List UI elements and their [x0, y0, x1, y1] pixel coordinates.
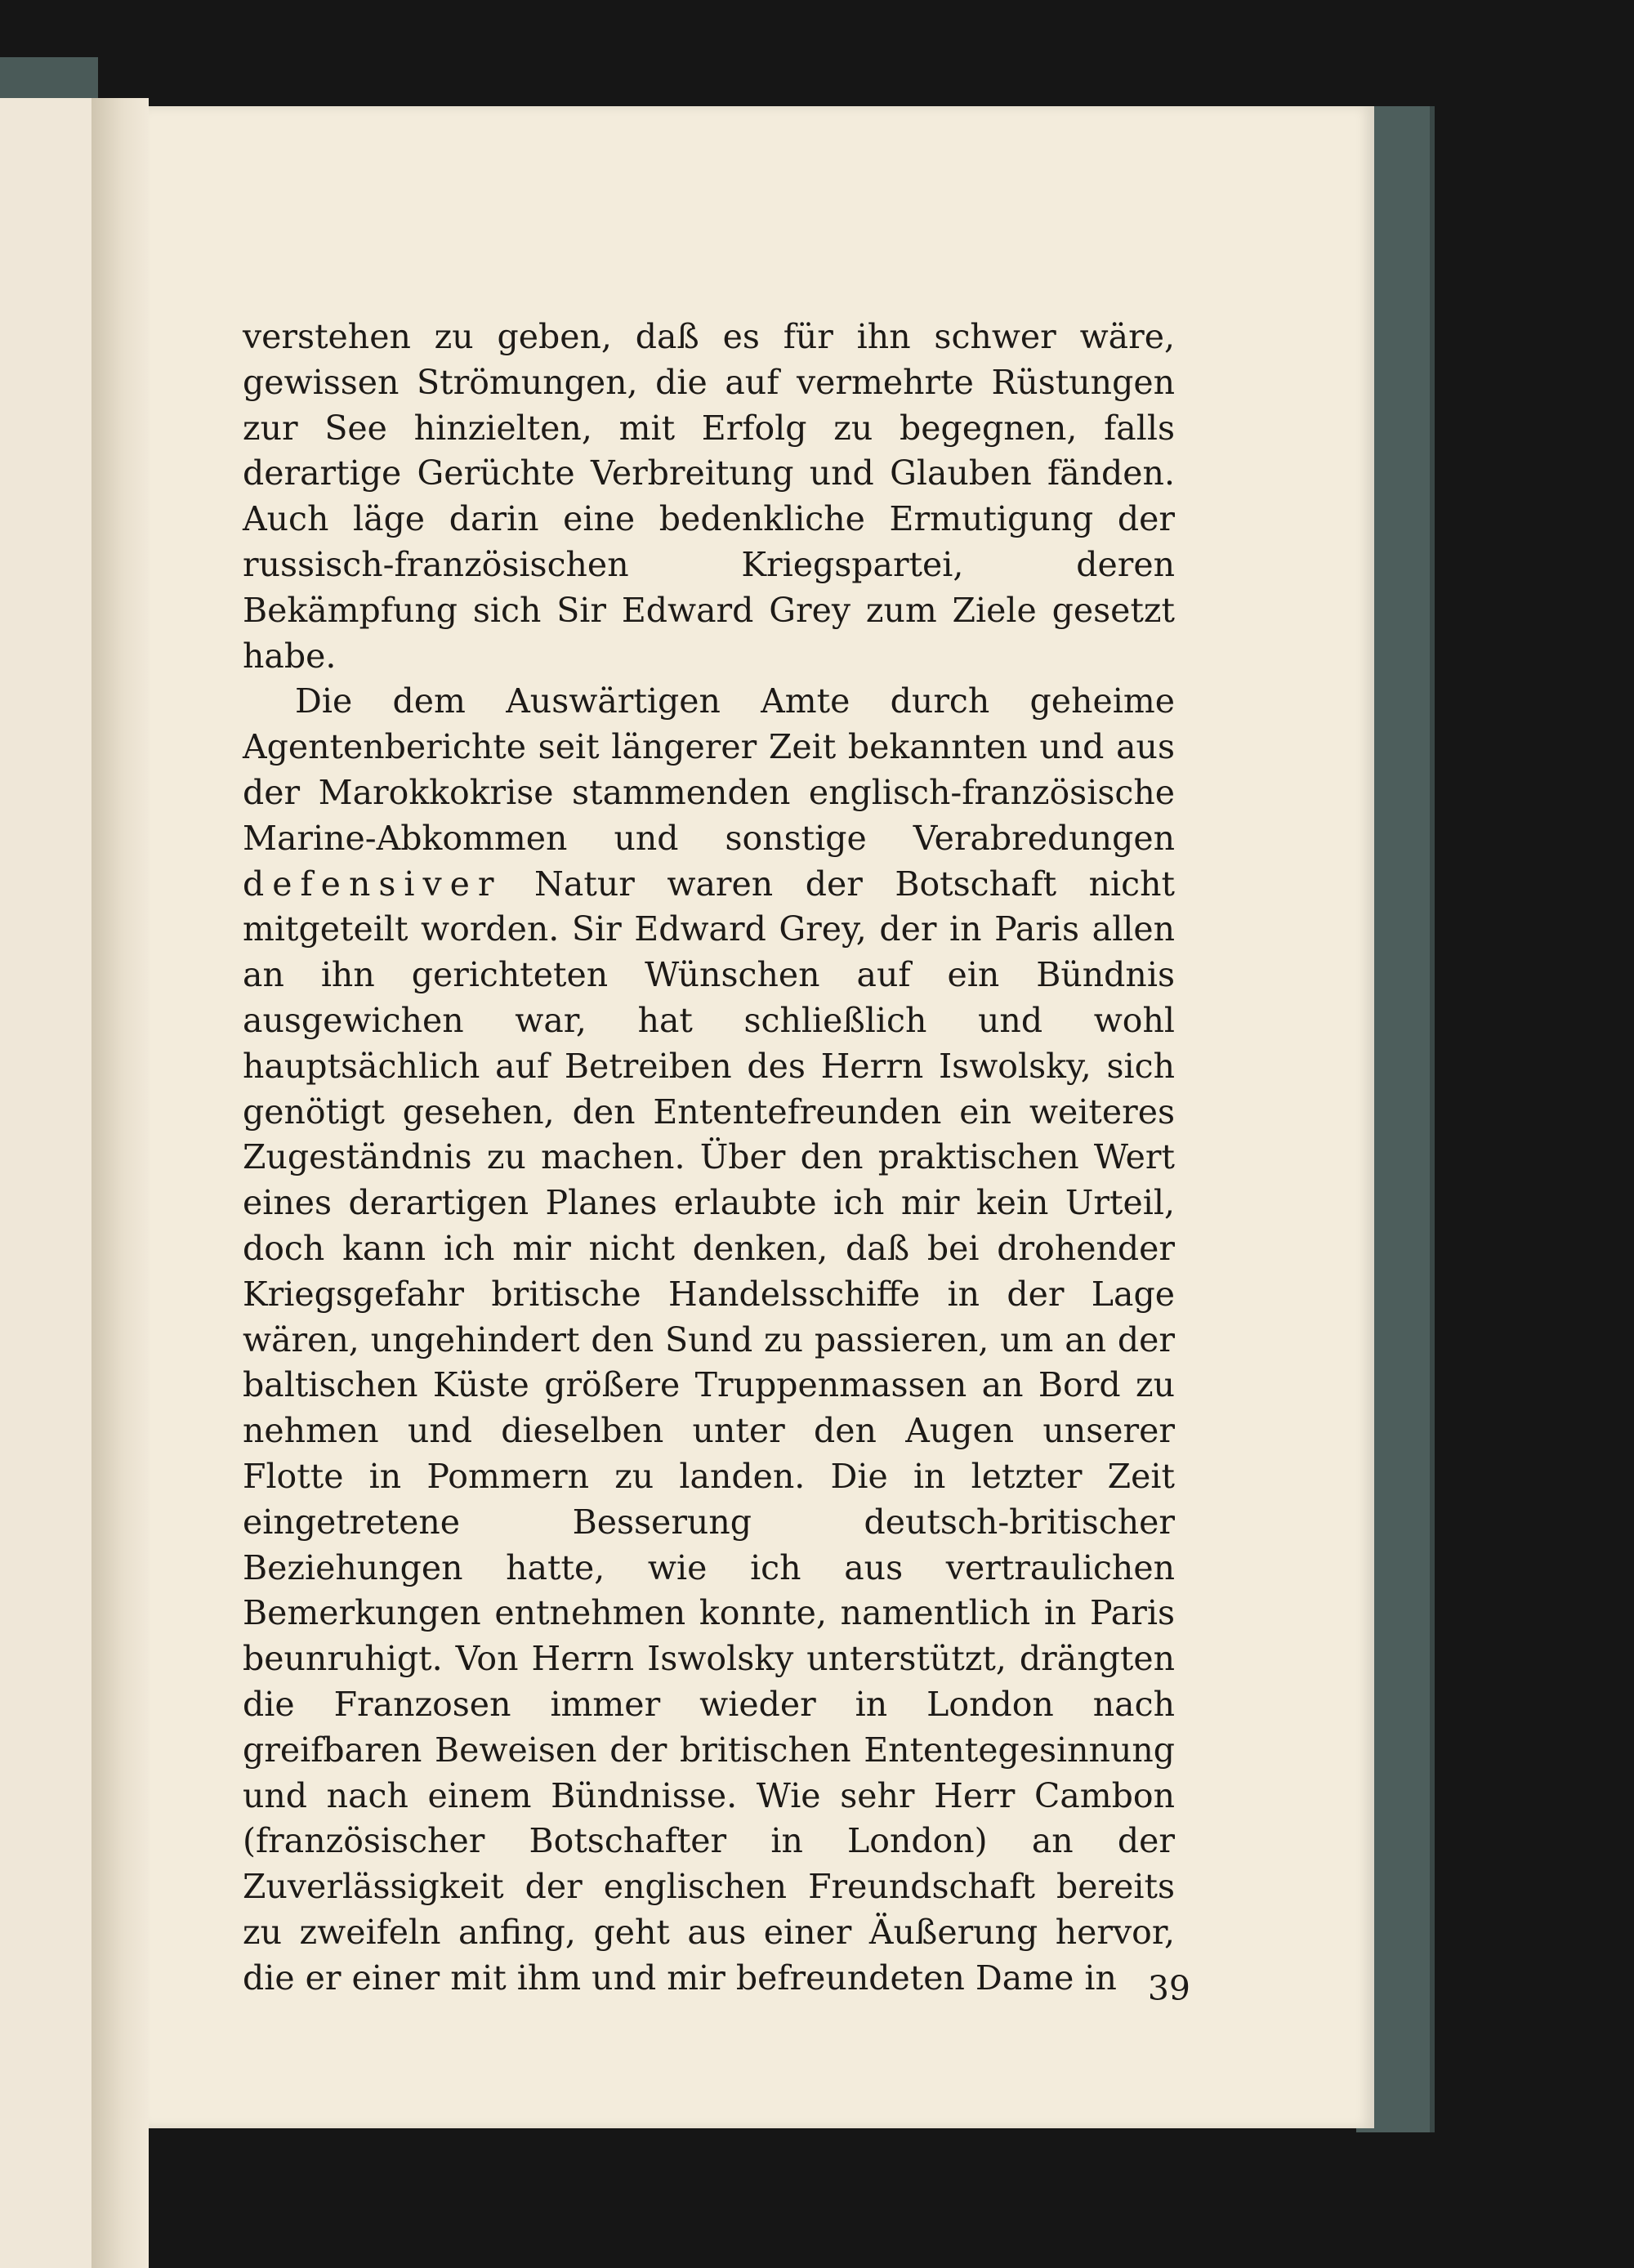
emphasized-word: defensiver: [243, 864, 502, 904]
paragraph-text: Natur waren der Botschaft nicht mitgeteilt worden. Sir Edward Grey, der in Paris allen an ihn gerichteten Wünschen auf ein Bündnis ausgewichen war, hat schließlich und wohl hauptsächlich auf Betreiben des Herrn Iswolsky, sich genötigt gesehen, den Ententefreunden ein weiteres Zugeständnis zu machen. Über den praktischen Wert eines derartigen Planes erlaubte ich mir kein Urteil, doch kann ich mir nicht denken, daß bei drohender Kriegsgefahr britische Handelsschiffe in der Lage wären, ungehindert den Sund zu passieren, um an der baltischen Küste größere Truppenmassen an Bord zu nehmen und dieselben unter den Augen unserer Flotte in Pommern zu landen. Die in letzter Zeit eingetretene Besserung deutsch-britischer Beziehungen hatte, wie ich aus vertraulichen Bemerkungen entnehmen konnte, namentlich in Paris beunruhigt. Von Herrn Iswolsky unterstützt, drängten die Franzosen immer wieder in London nach greifbaren Beweisen der britischen Ententegesinnung und nach einem Bündnisse. Wie sehr Herr Cambon (französischer Botschafter in London) an der Zuverlässigkeit der englischen Freundschaft bereits zu zweifeln anfing, geht aus einer Äußerung hervor, die er einer mit ihm und mir befreundeten Dame in: [243, 864, 1175, 1998]
page-number: 39: [1147, 1969, 1190, 2008]
body-text: [243, 315, 1175, 2001]
left-page: [0, 98, 93, 2268]
paragraph-2: [243, 679, 1175, 2001]
page-gutter: [92, 98, 149, 2268]
paragraph-text: Die dem Auswärtigen Amte durch geheime Agentenberichte seit längerer Zeit bekannten und aus der Marokkokrise stammenden englisch-französische Marine-Abkommen und sonstige Verabredungen: [243, 681, 1175, 858]
right-page: [149, 106, 1374, 2128]
paragraph-1: [243, 315, 1175, 679]
paragraph-text: verstehen zu geben, daß es für ihn schwer wäre, gewissen Strömungen, die auf vermehrte Rüstungen zur See hinzielten, mit Erfolg zu begegnen, falls derartige Gerüchte Verbreitung und Glauben fänden. Auch läge darin eine bedenkliche Ermutigung der russisch-französischen Kriegspartei, deren Bekämpfung sich Sir Edward Grey zum Ziele gesetzt habe.: [243, 317, 1175, 676]
